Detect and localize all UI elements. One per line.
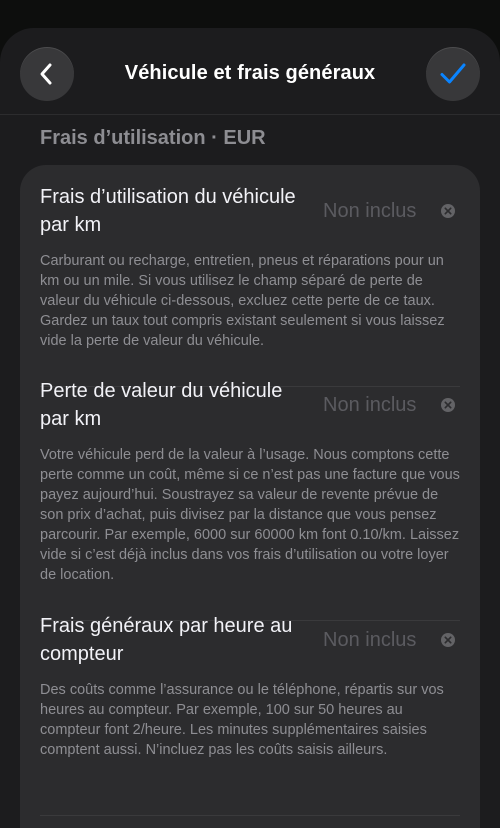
navigation-header bbox=[0, 28, 500, 115]
row-title: Frais généraux par heure au compteur bbox=[40, 615, 293, 665]
page-title: Véhicule et frais généraux bbox=[124, 62, 376, 84]
row-description: Votre véhicule perd de la valeur à l’usage. Nous comptons cette perte comme un coût, même si ce n’est pas une facture que vous payez aujourd’hui. Soustrayez sa valeur de revente prévue de son prix d’achat, puis divisez par la distance que vous pensez parcourir. Par exemple, 6000 sur 60000 km font 0.10/km. Laissez vide si c’est déjà inclus dans vos frais d’utilisation ou votre loyer de location. bbox=[40, 447, 460, 583]
back-button[interactable] bbox=[20, 47, 74, 101]
chevron-left-icon bbox=[37, 62, 57, 86]
row-description: Carburant ou recharge, entretien, pneus et réparations pour un km ou un mile. Si vous utilisez le champ séparé de perte de valeur du véhicule ci-dessous, excluez cette perte de ce taux. Gardez un taux tout compris existant seulement si vous laissez vide la perte de valeur du véhicule. bbox=[40, 253, 445, 349]
done-button[interactable] bbox=[426, 47, 480, 101]
checkmark-icon bbox=[438, 59, 468, 89]
row-value-input[interactable]: Non inclus bbox=[323, 629, 417, 651]
settings-card bbox=[20, 165, 480, 828]
row-title: Frais d’utilisation du véhicule par km bbox=[40, 186, 296, 236]
clear-icon[interactable] bbox=[440, 632, 456, 648]
settings-sheet bbox=[0, 28, 500, 828]
section-title: Frais d’utilisation · EUR bbox=[40, 127, 266, 149]
row-description: Des coûts comme l’assurance ou le téléphone, répartis sur vos heures au compteur. Par exemple, 100 sur 50 heures au compteur font 2/heure. Les minutes supplémentaires saisies comptent aussi. N’incluez pas les coûts saisis ailleurs. bbox=[40, 682, 444, 758]
row-value-input[interactable]: Non inclus bbox=[323, 394, 417, 416]
clear-icon[interactable] bbox=[440, 203, 456, 219]
row-value-input[interactable]: Non inclus bbox=[323, 200, 417, 222]
divider bbox=[40, 815, 460, 816]
row-title: Perte de valeur du véhicule par km bbox=[40, 380, 283, 430]
clear-icon[interactable] bbox=[440, 397, 456, 413]
